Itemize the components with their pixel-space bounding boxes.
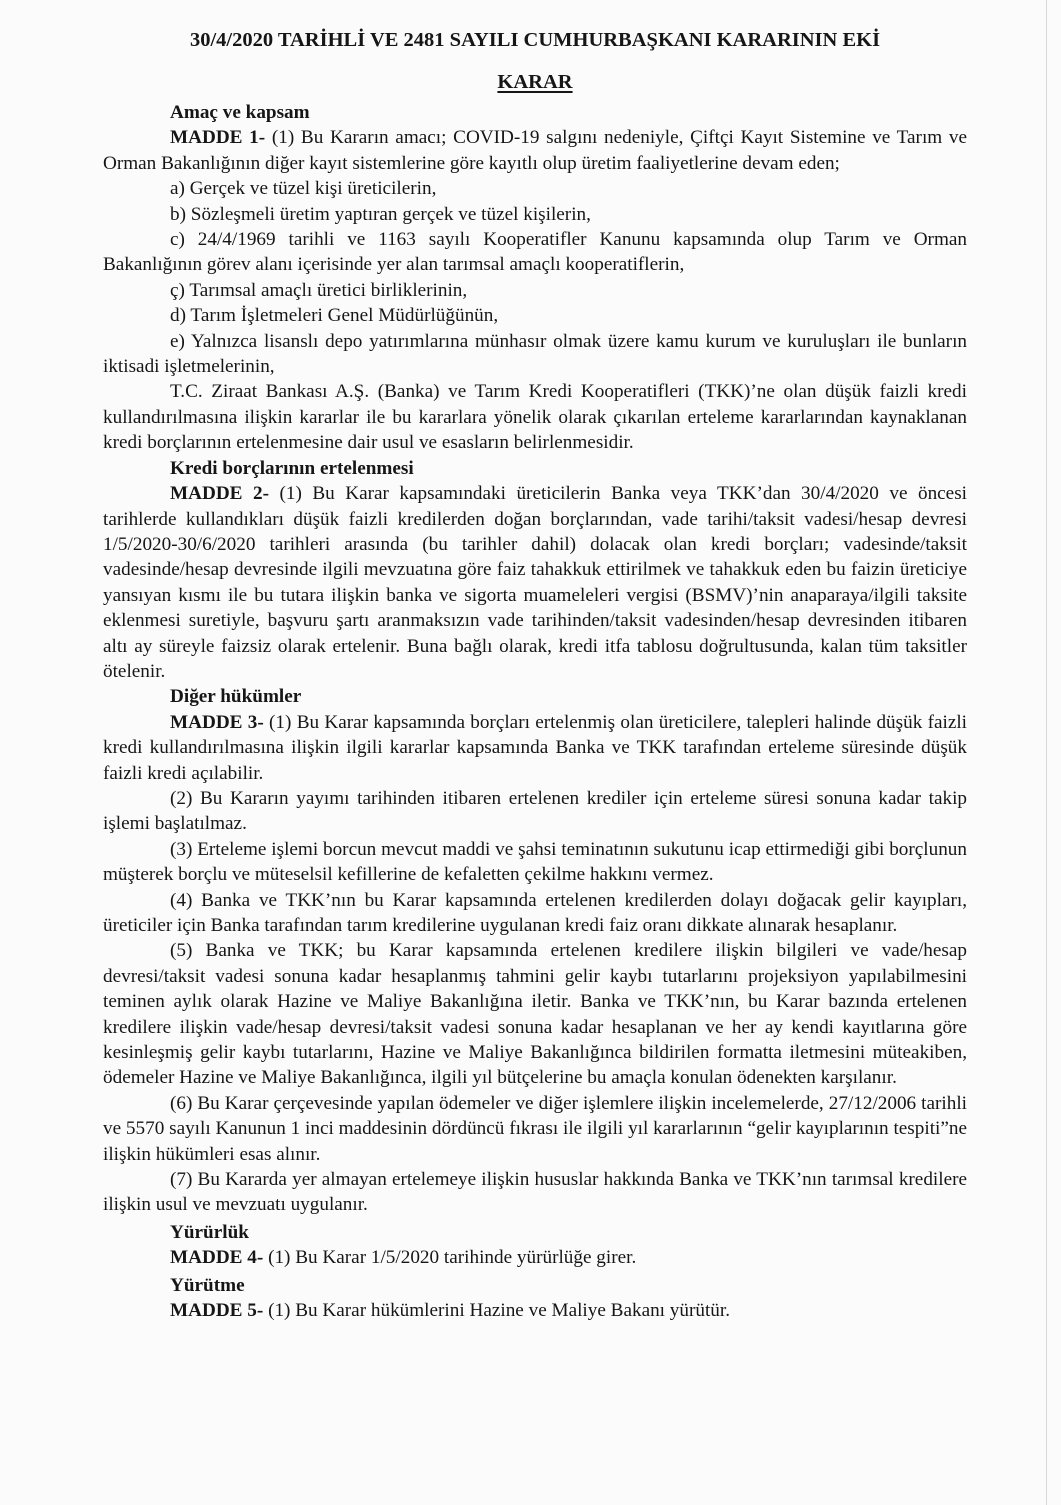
madde-paragraph	[103, 1298, 967, 1323]
madde-text: (1) Bu Karar kapsamındaki üreticilerin Banka veya TKK’dan 30/4/2020 ve öncesi tarihlerde kullandıkları düşük faizli kredilerden doğan borçlarından, vade tarihi/taksit vadesi/hesap devresi 1/5/2020-30/6/2020 tarihleri arasında (bu tarihler dahil) dolacak olan kredi borçları; vadesinde/taksit vadesinde/hesap devresinde ilgili mevzuatına göre faiz tahakkuk ettirilmek ve tahakkuk eden bu faizin üreticiye yansıyan kısmı ile bu tutara ilişkin banka ve sigorta muameleleri vergisi (BSMV)’nin anaparaya/ilgili taksite eklenmesi suretiyle, başvuru şartı aranmaksızın vade tarihinden/taksit vadesinden/hesap devresinden itibaren altı ay süreyle faizsiz olarak ertelenir. Buna bağlı olarak, kredi itfa tablosu doğrultusunda, kalan tüm taksitler ötelenir.	[103, 483, 967, 682]
list-item: (7) Bu Kararda yer almayan ertelemeye ilişkin hususlar hakkında Banka ve TKK’nın tarımsal kredilere ilişkin usul ve mevzuatı uygulanır.	[103, 1169, 967, 1216]
section-heading: Yürürlük	[170, 1221, 249, 1243]
list-item: ç) Tarımsal amaçlı üretici birliklerinin,	[170, 279, 468, 301]
list-item: c) 24/4/1969 tarihli ve 1163 sayılı Kooperatifler Kanunu kapsamında olup Tarım ve Orman Bakanlığının görev alanı içerisinde yer alan tarımsal amaçlı kooperatiflerin,	[103, 229, 967, 276]
list-item: d) Tarım İşletmeleri Genel Müdürlüğünün,	[170, 305, 499, 327]
section-heading: Kredi borçlarının ertelenmesi	[170, 457, 414, 479]
madde-label: MADDE 1-	[170, 127, 266, 149]
list-item: e) Yalnızca lisanslı depo yatırımlarına münhasır olmak üzere kamu kurum ve kuruluşları ile bunların iktisadi işletmelerinin,	[103, 330, 967, 378]
madde-paragraph	[103, 1245, 967, 1270]
document-title: 30/4/2020 TARİHLİ VE 2481 SAYILI CUMHURBAŞKANI KARARININ EKİ	[189, 29, 881, 51]
madde-text: (1) Bu Karar hükümlerini Hazine ve Maliye Bakanı yürütür.	[263, 1300, 731, 1322]
madde-text: (1) Bu Kararın amacı; COVID-19 salgını nedeniyle, Çiftçi Kayıt Sistemine ve Tarım ve Orman Bakanlığının diğer kayıt sistemlerine göre kayıtlı olup üretim faaliyetlerine devam eden;	[103, 127, 968, 174]
document-subtitle	[103, 68, 967, 96]
madde-label: MADDE 2-	[170, 483, 269, 505]
page-edge-line	[1046, 0, 1047, 1505]
list-item: (2) Bu Kararın yayımı tarihinden itibaren ertelenen krediler için erteleme süresi sonuna kadar takip işlemi başlatılmaz.	[103, 787, 967, 835]
madde-paragraph	[103, 481, 967, 684]
section-heading: Diğer hükümler	[170, 686, 302, 708]
list-item: (3) Erteleme işlemi borcun mevcut maddi ve şahsi teminatının sukutunu icap ettirmediği gibi borçlunun müşterek borçlu ve müteselsil kefillerine de kefaletten çekilme hakkını vermez.	[103, 838, 967, 886]
list-item: T.C. Ziraat Bankası A.Ş. (Banka) ve Tarım Kredi Kooperatifleri (TKK)’ne olan düşük faizli kredi kullandırılmasına ilişkin kararlar ile bu kararlara yönelik olarak çıkarılan erteleme kararlarından kaynaklanan kredi borçlarının ertelenmesine dair usul ve esasların belirlenmesidir.	[103, 381, 967, 454]
document-body	[103, 100, 967, 1324]
document-subtitle-text: KARAR	[497, 71, 573, 93]
section-heading: Yürütme	[170, 1274, 245, 1296]
list-item: (4) Banka ve TKK’nın bu Karar kapsamında ertelenen kredilerden dolayı doğacak gelir kayıpları, üreticiler için Banka tarafından tarım kredilerine uygulanan kredi faiz oranı dikkate alınarak hesaplanır.	[103, 889, 967, 936]
madde-text: (1) Bu Karar kapsamında borçları ertelenmiş olan üreticilere, talepleri halinde düşük faizli kredi kullandırılmasına ilişkin ilgili kararlar kapsamında Banka ve TKK tarafından erteleme süresinde düşük faizli kredi açılabilir.	[103, 711, 967, 784]
list-item: (6) Bu Karar çerçevesinde yapılan ödemeler ve diğer işlemlere ilişkin incelemelerde, 27/12/2006 tarihli ve 5570 sayılı Kanunun 1 inci maddesinin dördüncü fıkrası ile ilgili yıl kararlarının “gelir kayıplarının tespiti”ne ilişkin hükümleri esas alınır.	[103, 1092, 967, 1165]
madde-label: MADDE 3-	[170, 711, 264, 733]
list-item: a) Gerçek ve tüzel kişi üreticilerin,	[170, 178, 437, 200]
madde-label: MADDE 5-	[170, 1300, 264, 1322]
madde-label: MADDE 4-	[170, 1247, 264, 1269]
list-item: b) Sözleşmeli üretim yaptıran gerçek ve tüzel kişilerin,	[170, 203, 591, 225]
madde-paragraph	[103, 710, 967, 786]
madde-paragraph	[103, 125, 967, 176]
list-item: (5) Banka ve TKK; bu Karar kapsamında ertelenen kredilere ilişkin bilgileri ve vade/hesap devresi/taksit vadesi sonuna kadar hesaplanmış tahmini gelir kaybı tutarlarını projeksiyon yapılabilmesini teminen aylık olarak Hazine ve Maliye Bakanlığına iletir. Banka ve TKK’nın, bu Karar bazında ertelenen kredilere ilişkin vade/hesap devresi/taksit vadesi sonuna kadar hesaplanan ve her ay kendi kayıtlarına göre kesinleşmiş gelir kaybı tutarlarını, Hazine ve Maliye Bakanlığınca bildirilen formatta iletmesini müteakiben, ödemeler Hazine ve Maliye Bakanlığınca, ilgili yıl bütçelerine bu amaçla konulan ödenekten karşılanır.	[103, 940, 967, 1089]
madde-text: (1) Bu Karar 1/5/2020 tarihinde yürürlüğe girer.	[263, 1247, 637, 1269]
section-heading: Amaç ve kapsam	[170, 102, 310, 123]
